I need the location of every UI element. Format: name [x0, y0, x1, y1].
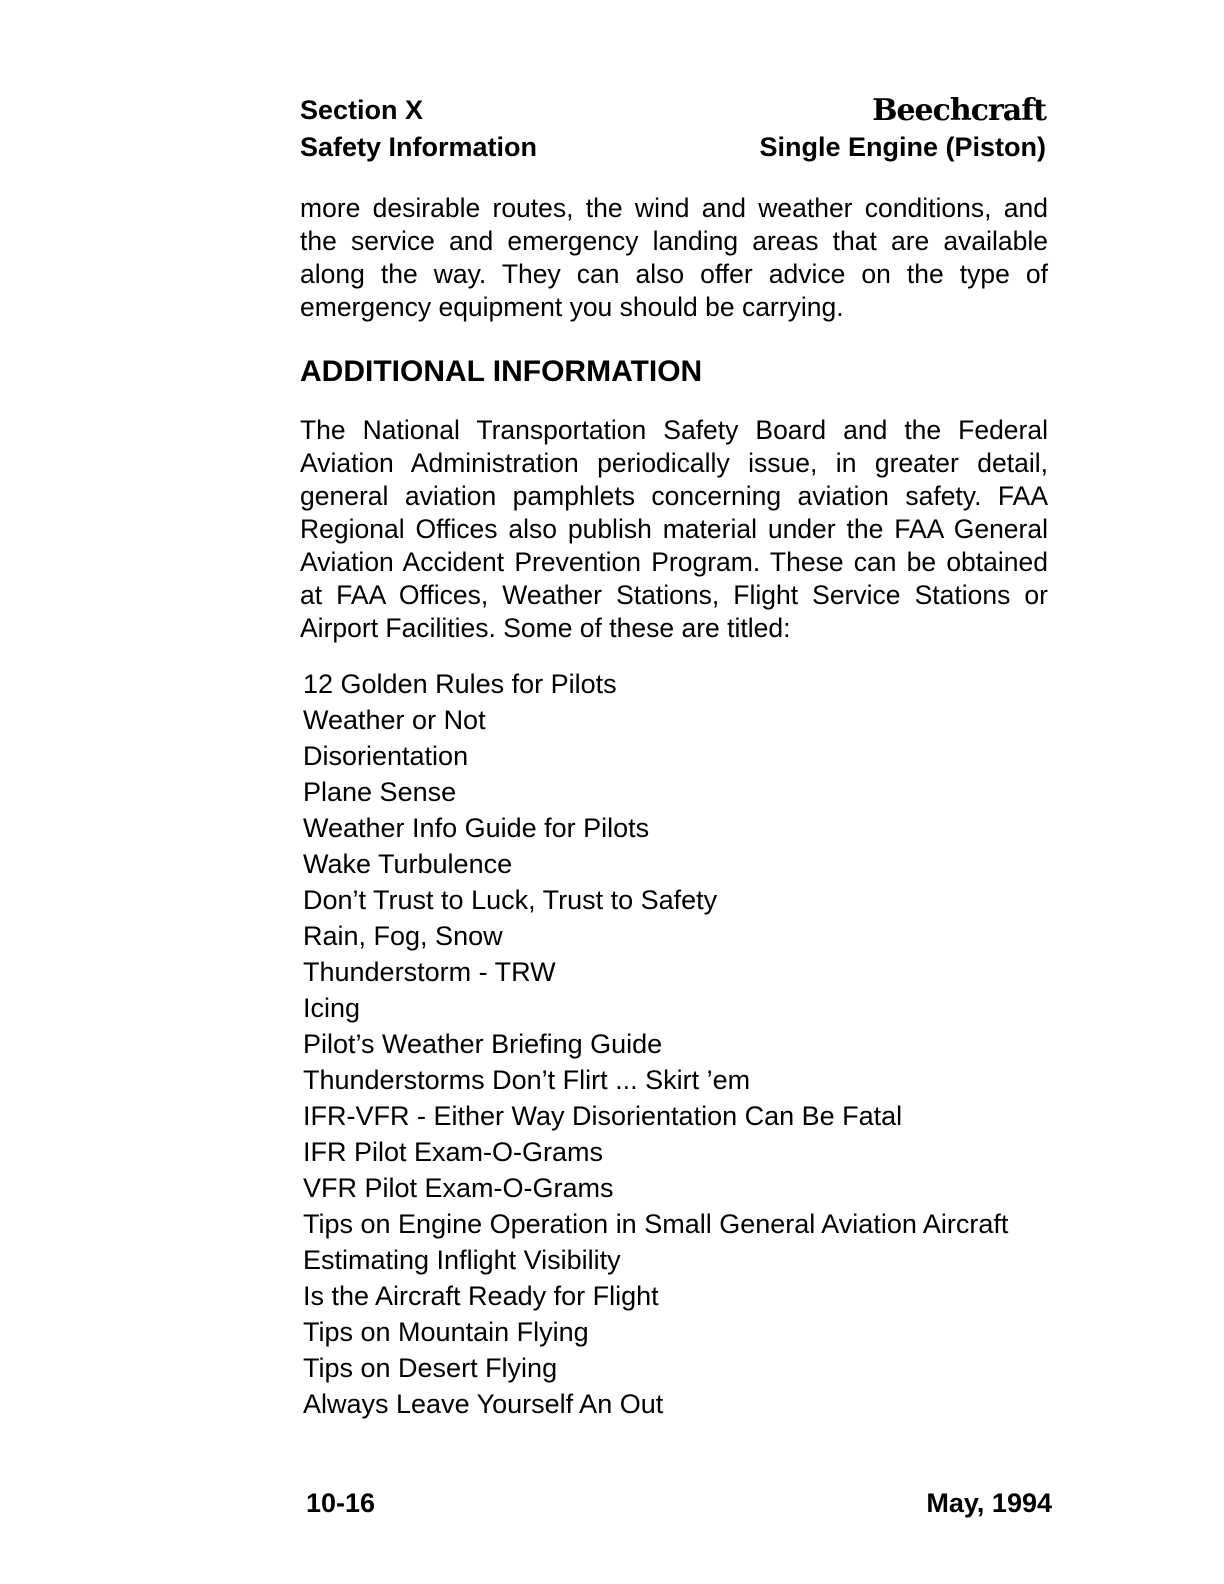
- pamphlet-title: Weather Info Guide for Pilots: [303, 813, 650, 843]
- pamphlet-title-list: [303, 666, 1051, 1422]
- pamphlet-title: Weather or Not: [303, 705, 486, 735]
- pamphlet-title: Rain, Fog, Snow: [303, 921, 503, 951]
- pamphlet-title: Estimating Inflight Visibility: [303, 1245, 621, 1275]
- pamphlet-title: Plane Sense: [303, 777, 457, 807]
- pamphlet-title: Disorientation: [303, 741, 469, 771]
- pamphlet-title: Tips on Mountain Flying: [303, 1317, 589, 1347]
- header-right: [759, 92, 1046, 166]
- page-number: 10-16: [306, 1488, 376, 1518]
- section-title: Safety Information: [300, 132, 538, 162]
- pamphlet-title: Thunderstorm - TRW: [303, 957, 556, 987]
- pamphlet-title: Tips on Desert Flying: [303, 1353, 558, 1383]
- pamphlet-title: VFR Pilot Exam-O-Grams: [303, 1173, 614, 1203]
- body-block: [300, 414, 1048, 645]
- aircraft-model: Single Engine (Piston): [759, 132, 1046, 162]
- pamphlet-title: Don’t Trust to Luck, Trust to Safety: [303, 885, 718, 915]
- pamphlet-title: IFR Pilot Exam-O-Grams: [303, 1137, 604, 1167]
- publication-date: May, 1994: [926, 1488, 1052, 1518]
- heading-block: [300, 354, 1048, 390]
- pamphlet-title: IFR-VFR - Either Way Disorientation Can Be Fatal: [303, 1101, 903, 1131]
- pamphlet-title: 12 Golden Rules for Pilots: [303, 669, 617, 699]
- intro-paragraph: more desirable routes, the wind and weather conditions, and the service and emergency landing areas that are available along the way. They can also offer advice on the type of emergency equipment you should be carrying.: [300, 193, 1048, 322]
- section-heading: ADDITIONAL INFORMATION: [300, 355, 703, 388]
- titles-block: [303, 666, 1051, 1422]
- pamphlet-title: Always Leave Yourself An Out: [303, 1389, 664, 1419]
- pamphlet-title: Thunderstorms Don’t Flirt ... Skirt ’em: [303, 1065, 751, 1095]
- pamphlet-title: Tips on Engine Operation in Small General Aviation Aircraft: [303, 1209, 1009, 1239]
- pamphlet-title: Icing: [303, 993, 361, 1023]
- pamphlet-title: Wake Turbulence: [303, 849, 513, 879]
- section-label: Section X: [300, 95, 424, 125]
- brand-logo: Beechcraft: [872, 93, 1046, 128]
- intro-block: [300, 192, 1048, 324]
- body-paragraph: The National Transportation Safety Board and the Federal Aviation Administration periodically issue, in greater detail, general aviation pamphlets concerning aviation safety. FAA Regional Offices also publish material under the FAA General Aviation Accident Prevention Program. These can be obtained at FAA Offices, Weather Stations, Flight Service Stations or Airport Facilities. Some of these are titled:: [300, 415, 1048, 643]
- header-left: [300, 92, 537, 166]
- pamphlet-title: Is the Aircraft Ready for Flight: [303, 1281, 659, 1311]
- pamphlet-title: Pilot’s Weather Briefing Guide: [303, 1029, 663, 1059]
